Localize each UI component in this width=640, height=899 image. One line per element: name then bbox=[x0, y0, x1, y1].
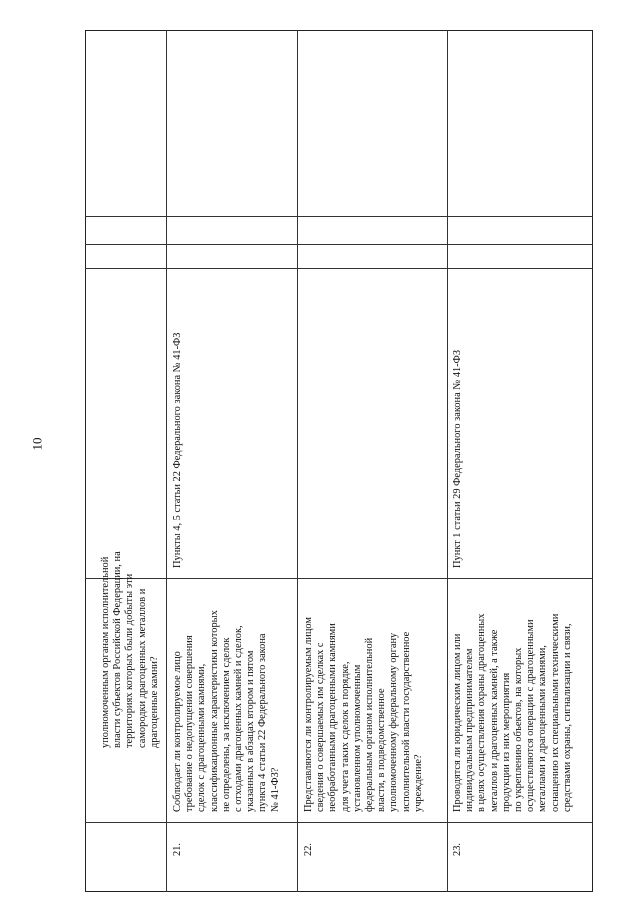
row-divider bbox=[297, 30, 298, 892]
column-divider bbox=[85, 822, 593, 823]
row-21-question: Соблюдает ли контролируемое лицо требование о недопущении совершения сделок с драгоценными камнями, классификационные характеристики которых не определены, за исключением сделок с отходами драгоценных камней и сделок, указанных в абзацах втором и пятом пункта 4 статьи 22 Федерального закона № 41-ФЗ? bbox=[172, 610, 281, 812]
column-divider bbox=[85, 578, 593, 579]
answer-cell-divider bbox=[85, 216, 593, 217]
row-21-reference: Пункты 4, 5 статьи 22 Федерального закона № 41-ФЗ bbox=[172, 332, 183, 568]
row-23-reference: Пункт 1 статьи 29 Федерального закона № 41-ФЗ bbox=[452, 349, 463, 568]
page-number: 10 bbox=[29, 437, 45, 451]
row-continuation-question: уполномоченным органам исполнительной власти субъектов Российской Федерации, на территориях которых были добыты эти самородки драгоценных металлов и драгоценные камни? bbox=[100, 551, 160, 748]
row-22-number: 22. bbox=[303, 843, 314, 856]
row-22-question: Представляются ли контролируемым лицом сведения о совершаемых им сделках с необработанными драгоценными камнями для учета таких сделок в порядке, установленном уполномоченным федеральным органом исполнительной власти, в подведомственное уполномоченному федеральному органу исполнительной власти государственное учреждение? bbox=[303, 617, 424, 812]
column-divider bbox=[85, 268, 593, 269]
answer-cell-divider bbox=[85, 244, 593, 245]
row-21-number: 21. bbox=[172, 843, 183, 856]
row-divider bbox=[166, 30, 167, 892]
row-23-number: 23. bbox=[452, 843, 463, 856]
row-23-question: Проводятся ли юридическим лицом или индивидуальным предпринимателем в целях осуществления охраны драгоценных металлов и драгоценных камней, а также продукции из них мероприятия по укреплению объектов, на которых осуществляются операции с драгоценными металлами и драгоценными камнями, оснащению их специальными техническими средствами охраны, сигнализации и связи, bbox=[452, 613, 573, 812]
row-divider bbox=[447, 30, 448, 892]
